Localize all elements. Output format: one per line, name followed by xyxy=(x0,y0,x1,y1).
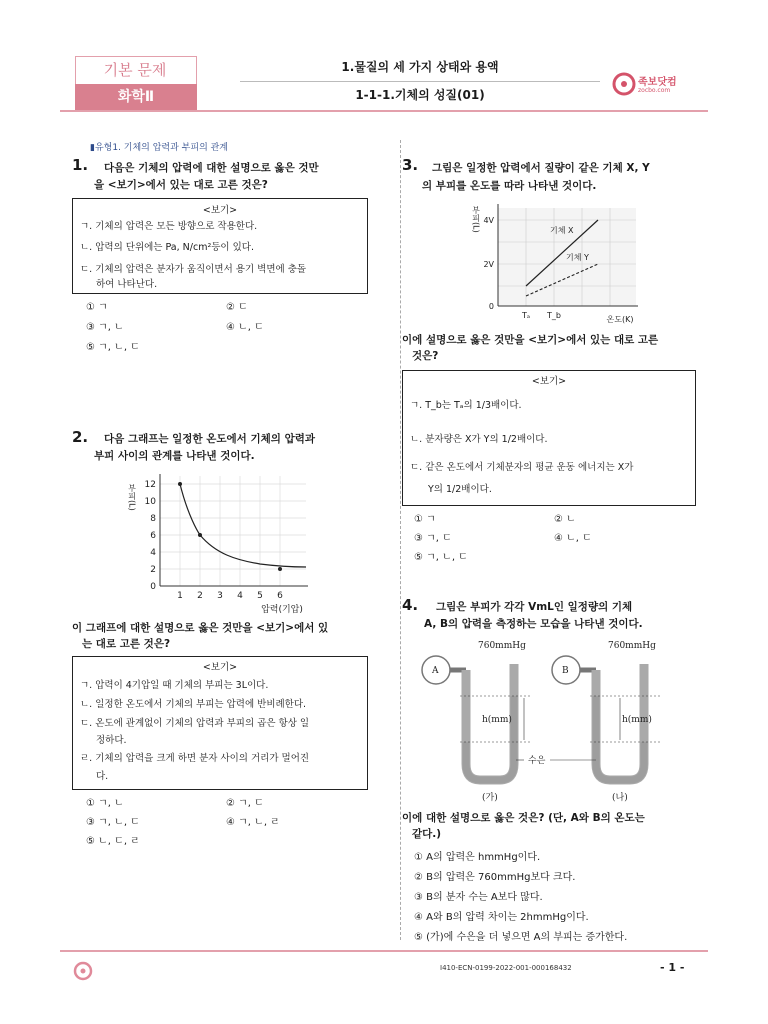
q4-option-3[interactable]: ③ B의 분자 수는 A보다 많다. xyxy=(414,892,543,903)
q3-ytick-4v: 4V xyxy=(483,216,494,225)
q4-h-b: h(mm) xyxy=(622,715,652,725)
q2-ytick: 12 xyxy=(144,480,156,490)
q3-xtick-a: Tₐ xyxy=(521,311,531,320)
q3-text-2: 의 부피를 온도를 따라 나타낸 것이다. xyxy=(422,180,597,192)
q3-ytick-2v: 2V xyxy=(483,260,494,269)
q2-option-1[interactable]: ① ㄱ, ㄴ xyxy=(86,798,124,809)
q3-option-5[interactable]: ⑤ ㄱ, ㄴ, ㄷ xyxy=(414,552,468,563)
q3-item-3b: Y의 1/2배이다. xyxy=(428,484,492,495)
q1-option-5[interactable]: ⑤ ㄱ, ㄴ, ㄷ xyxy=(86,342,140,353)
q1-option-2[interactable]: ② ㄷ xyxy=(226,302,248,313)
q1-item-1: ㄱ. 기체의 압력은 모든 방향으로 작용한다. xyxy=(80,221,258,232)
q2-ylabel: 부피(L) xyxy=(127,484,137,511)
header-underline xyxy=(60,110,708,112)
section-title: 1-1-1.기체의 성질(01) xyxy=(355,88,485,102)
q1-text-1: 다음은 기체의 압력에 대한 설명으로 옳은 것만 xyxy=(104,162,319,174)
q2-option-2[interactable]: ② ㄱ, ㄷ xyxy=(226,798,264,809)
q2-ytick: 2 xyxy=(150,565,156,575)
brand-url: zocbo.com xyxy=(638,87,671,94)
q2-xtick: 1 xyxy=(177,591,183,601)
q1-option-3[interactable]: ③ ㄱ, ㄴ xyxy=(86,322,124,333)
q2-text-1: 다음 그래프는 일정한 온도에서 기체의 압력과 xyxy=(104,433,315,445)
q3-xlabel: 온도(K) xyxy=(606,315,634,324)
q1-text-2: 을 <보기>에서 있는 대로 고른 것은? xyxy=(94,179,268,191)
q3-option-2[interactable]: ② ㄴ xyxy=(554,514,576,525)
q1-item-3a: ㄷ. 기체의 압력은 분자가 움직이면서 용기 벽면에 충돌 xyxy=(80,264,307,275)
q4-label-b: B xyxy=(562,666,569,676)
q3-after-2: 것은? xyxy=(412,350,439,362)
q2-item-4a: ㄹ. 기체의 압력을 크게 하면 분자 사이의 거리가 멀어진 xyxy=(80,753,310,764)
q2-ytick: 4 xyxy=(150,548,156,558)
q3-number: 3. xyxy=(402,156,419,174)
type-label: ▮유형1. 기체의 압력과 부피의 관계 xyxy=(90,143,229,153)
q4-after-2: 같다.) xyxy=(412,828,442,840)
q3-after-1: 이에 설명으로 옳은 것만을 <보기>에서 있는 대로 고른 xyxy=(402,334,659,346)
q1-number: 1. xyxy=(72,156,89,174)
q3-label-y: 기체 Y xyxy=(566,253,589,262)
q4-pressure-b: 760mmHg xyxy=(608,641,656,651)
q2-item-4b: 다. xyxy=(96,771,109,782)
q4-after-1: 이에 대한 설명으로 옳은 것은? (단, A와 B의 온도는 xyxy=(402,812,645,824)
q1-item-3b: 하여 나타난다. xyxy=(96,279,158,290)
q2-item-2: ㄴ. 일정한 온도에서 기체의 부피는 압력에 반비례한다. xyxy=(80,699,307,710)
q4-h-a: h(mm) xyxy=(482,715,512,725)
q2-xlabel: 압력(기압) xyxy=(261,605,303,615)
q4-text-1: 그림은 부피가 각각 VmL인 일정량의 기체 xyxy=(436,601,633,613)
q3-graph xyxy=(470,200,640,328)
chapter-title: 1.물질의 세 가지 상태와 용액 xyxy=(341,60,499,74)
q1-item-2: ㄴ. 압력의 단위에는 Pa, N/cm²등이 있다. xyxy=(80,242,254,253)
q4-caption-a: (가) xyxy=(482,793,498,803)
q1-box-title: <보기> xyxy=(202,205,238,216)
q4-pressure-a: 760mmHg xyxy=(478,641,526,651)
q4-option-4[interactable]: ④ A와 B의 압력 차이는 2hmmHg이다. xyxy=(414,912,589,923)
q1-option-1[interactable]: ① ㄱ xyxy=(86,302,108,313)
q3-text-1: 그림은 일정한 압력에서 질량이 같은 기체 X, Y xyxy=(432,162,650,174)
q2-ytick: 6 xyxy=(150,531,156,541)
q2-option-5[interactable]: ⑤ ㄴ, ㄷ, ㄹ xyxy=(86,836,140,847)
footer-logo-icon xyxy=(72,960,98,982)
q2-box-title: <보기> xyxy=(202,662,238,673)
q3-item-2: ㄴ. 분자량은 X가 Y의 1/2배이다. xyxy=(410,434,548,445)
header-tag-top: 기본 문제 xyxy=(103,61,167,79)
q2-xtick: 6 xyxy=(277,591,283,601)
q2-option-4[interactable]: ④ ㄱ, ㄴ, ㄹ xyxy=(226,817,280,828)
q4-option-1[interactable]: ① A의 압력은 hmmHg이다. xyxy=(414,852,541,863)
q3-option-3[interactable]: ③ ㄱ, ㄷ xyxy=(414,533,452,544)
q2-number: 2. xyxy=(72,428,89,446)
q4-caption-b: (나) xyxy=(612,793,628,803)
q4-option-2[interactable]: ② B의 압력은 760mmHg보다 크다. xyxy=(414,872,576,883)
q3-item-1: ㄱ. T_b는 Tₐ의 1/3배이다. xyxy=(410,400,522,411)
q2-ytick: 10 xyxy=(144,497,156,507)
q4-mercury-label: 수은 xyxy=(528,756,546,766)
q1-option-4[interactable]: ④ ㄴ, ㄷ xyxy=(226,322,264,333)
q2-ytick: 0 xyxy=(150,582,156,592)
q2-text-2: 부피 사이의 관계를 나타낸 것이다. xyxy=(94,450,255,462)
q2-graph xyxy=(126,468,316,618)
q4-label-a: A xyxy=(432,666,439,676)
q2-item-1: ㄱ. 압력이 4기압일 때 기체의 부피는 3L이다. xyxy=(80,680,269,691)
q2-xtick: 5 xyxy=(257,591,263,601)
q2-xtick: 4 xyxy=(237,591,243,601)
q3-ytick-0: 0 xyxy=(488,302,494,311)
brand-name: 족보닷컴 xyxy=(638,77,677,88)
footer-code: I410-ECN-0199-2022-001-000168432 xyxy=(440,964,572,972)
q3-option-1[interactable]: ① ㄱ xyxy=(414,514,436,525)
q3-item-3a: ㄷ. 같은 온도에서 기체분자의 평균 운동 에너지는 X가 xyxy=(410,462,634,473)
page-number: - 1 - xyxy=(660,961,685,974)
q4-text-2: A, B의 압력을 측정하는 모습을 나타낸 것이다. xyxy=(424,618,643,630)
q2-after-2: 는 대로 고른 것은? xyxy=(82,638,171,650)
q3-box-title: <보기> xyxy=(531,376,567,387)
q2-item-3a: ㄷ. 온도에 관계없이 기체의 압력과 부피의 곱은 항상 일 xyxy=(80,718,310,729)
q2-after-1: 이 그래프에 대한 설명으로 옳은 것만을 <보기>에서 있 xyxy=(72,622,329,634)
q4-option-5[interactable]: ⑤ (가)에 수은을 더 넣으면 A의 부피는 증가한다. xyxy=(414,932,628,943)
q2-xtick: 3 xyxy=(217,591,223,601)
q2-item-3b: 정하다. xyxy=(96,735,127,746)
q3-label-x: 기체 X xyxy=(550,226,574,235)
q3-option-4[interactable]: ④ ㄴ, ㄷ xyxy=(554,533,592,544)
q3-xtick-b: T_b xyxy=(547,311,561,320)
q2-ytick: 8 xyxy=(150,514,156,524)
footer-rule xyxy=(60,950,708,952)
q4-number: 4. xyxy=(402,596,419,614)
header-divider xyxy=(240,81,600,82)
q3-ylabel: 부피(L) xyxy=(471,206,481,233)
q4-manometer-diagram xyxy=(420,636,680,806)
q2-xtick: 2 xyxy=(197,591,203,601)
q2-option-3[interactable]: ③ ㄱ, ㄴ, ㄷ xyxy=(86,817,140,828)
header-tag-subject: 화학Ⅱ xyxy=(75,84,197,111)
